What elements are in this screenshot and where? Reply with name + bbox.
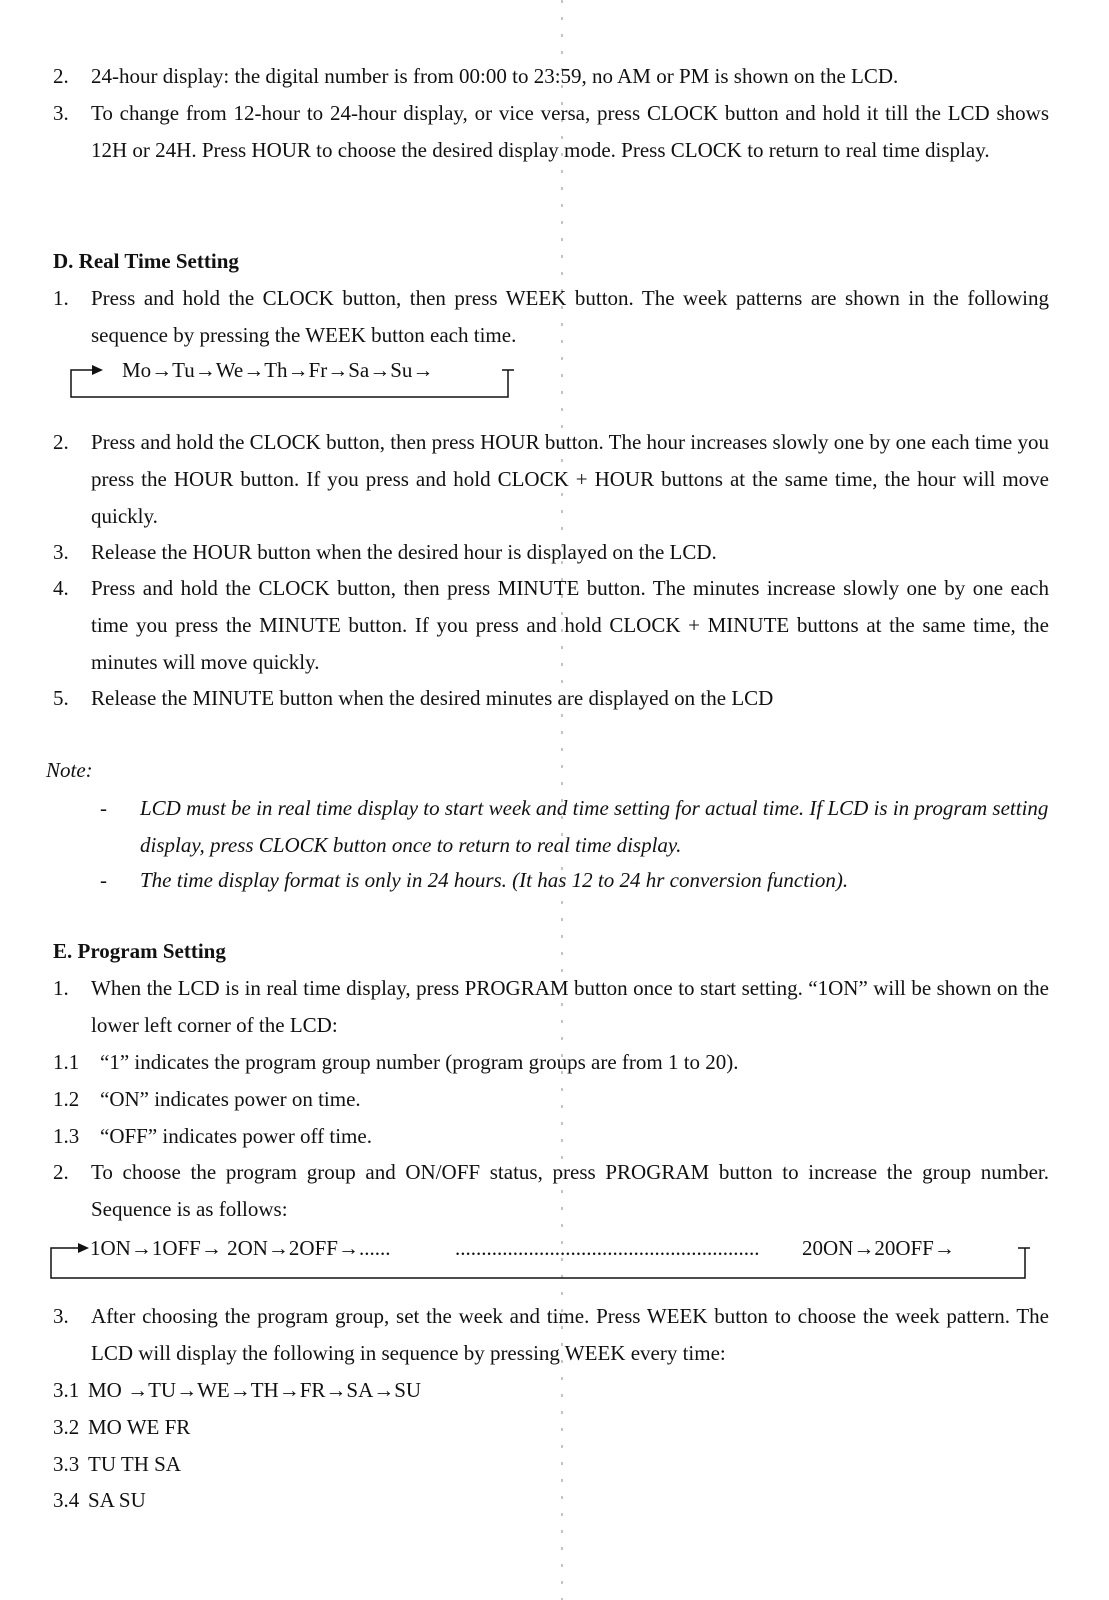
item-number: 2. xyxy=(53,430,69,454)
section-heading-real-time-setting: D. Real Time Setting xyxy=(53,249,239,273)
sub-item xyxy=(0,1118,1109,1155)
note-text: LCD must be in real time display to start week and time setting for actual time. If LCD is in program setting display, press CLOCK button once to return to real time display. xyxy=(140,796,1049,857)
note-text: The time display format is only in 24 hours. (It has 12 to 24 hr conversion function). xyxy=(140,868,849,892)
item-text: 24-hour display: the digital number is from 00:00 to 23:59, no AM or PM is shown on the LCD. xyxy=(91,64,899,88)
item-text: To change from 12-hour to 24-hour display, or vice versa, press CLOCK button and hold it till the LCD shows 12H or 24H. Press HOUR to choose the desired display mode. Press CLOCK to return to real time display. xyxy=(91,101,1049,162)
pattern-text: MO WE FR xyxy=(88,1415,191,1439)
item-text: When the LCD is in real time display, press PROGRAM button once to start setting. “1ON” will be shown on the lower left corner of the LCD: xyxy=(91,976,1049,1037)
item-text: To choose the program group and ON/OFF status, press PROGRAM button to increase the group number. Sequence is as follows: xyxy=(91,1160,1049,1221)
program-sequence-dots: .......................................................... xyxy=(455,1236,760,1260)
pattern-item xyxy=(0,1482,1109,1519)
program-sequence-end: 20ON→20OFF→ xyxy=(802,1236,955,1260)
pattern-number: 3.1 xyxy=(53,1378,80,1402)
note-dash: - xyxy=(100,796,107,820)
pattern-text: TU TH SA xyxy=(88,1452,181,1476)
section-heading-program-setting: E. Program Setting xyxy=(53,939,226,963)
pattern-number: 3.4 xyxy=(53,1488,80,1512)
item-number: 5. xyxy=(53,686,69,710)
list-item xyxy=(0,680,1109,717)
sub-number: 1.1 xyxy=(53,1050,80,1074)
pattern-text: SA SU xyxy=(88,1488,146,1512)
pattern-item xyxy=(0,1446,1109,1483)
item-number: 2. xyxy=(53,64,69,88)
week-sequence-diagram xyxy=(70,352,515,410)
item-number: 1. xyxy=(53,286,69,310)
item-number: 3. xyxy=(53,540,69,564)
pattern-number: 3.2 xyxy=(53,1415,80,1439)
program-sequence-start: 1ON→1OFF→ 2ON→2OFF→...... xyxy=(90,1236,391,1260)
pattern-item xyxy=(0,1409,1109,1446)
item-number: 3. xyxy=(53,101,69,125)
item-text: Press and hold the CLOCK button, then press MINUTE button. The minutes increase slowly one by one each time you press the MINUTE button. If you press and hold CLOCK + MINUTE buttons at the same time, the minutes will move quickly. xyxy=(91,576,1049,674)
list-item xyxy=(0,534,1109,571)
note-item xyxy=(100,862,1049,899)
list-item xyxy=(0,280,1109,354)
sub-text: “ON” indicates power on time. xyxy=(100,1087,361,1111)
pattern-text: MO →TU→WE→TH→FR→SA→SU xyxy=(88,1378,422,1402)
note-item xyxy=(100,790,1049,864)
list-item xyxy=(0,570,1109,681)
sub-number: 1.2 xyxy=(53,1087,80,1111)
list-item xyxy=(0,424,1109,535)
item-text: Release the HOUR button when the desired hour is displayed on the LCD. xyxy=(91,540,717,564)
sub-number: 1.3 xyxy=(53,1124,80,1148)
week-sequence-text: Mo→Tu→We→Th→Fr→Sa→Su→ xyxy=(122,358,434,382)
item-text: Release the MINUTE button when the desired minutes are displayed on the LCD xyxy=(91,686,774,710)
item-number: 4. xyxy=(53,576,69,600)
item-text: Press and hold the CLOCK button, then press HOUR button. The hour increases slowly one by one each time you press the HOUR button. If you press and hold CLOCK + HOUR buttons at the same time, the hour will move quickly. xyxy=(91,430,1049,528)
item-text: After choosing the program group, set the week and time. Press WEEK button to choose the week pattern. The LCD will display the following in sequence by pressing WEEK every time: xyxy=(91,1304,1049,1365)
pattern-number: 3.3 xyxy=(53,1452,80,1476)
list-item xyxy=(0,970,1109,1044)
item-text: Press and hold the CLOCK button, then press WEEK button. The week patterns are shown in the following sequence by pressing the WEEK button each time. xyxy=(91,286,1049,347)
list-item xyxy=(0,95,1109,206)
list-item xyxy=(0,58,1109,95)
item-number: 1. xyxy=(53,976,69,1000)
note-dash: - xyxy=(100,868,107,892)
program-sequence-diagram xyxy=(50,1228,1030,1288)
sub-text: “1” indicates the program group number (program groups are from 1 to 20). xyxy=(100,1050,739,1074)
sub-item xyxy=(0,1081,1109,1118)
pattern-item xyxy=(0,1372,1109,1409)
list-item xyxy=(0,1154,1109,1228)
item-number: 2. xyxy=(53,1160,69,1184)
item-number: 3. xyxy=(53,1304,69,1328)
sub-text: “OFF” indicates power off time. xyxy=(100,1124,372,1148)
list-item xyxy=(0,1298,1109,1372)
sub-item xyxy=(0,1044,1109,1081)
note-label: Note: xyxy=(46,758,93,782)
